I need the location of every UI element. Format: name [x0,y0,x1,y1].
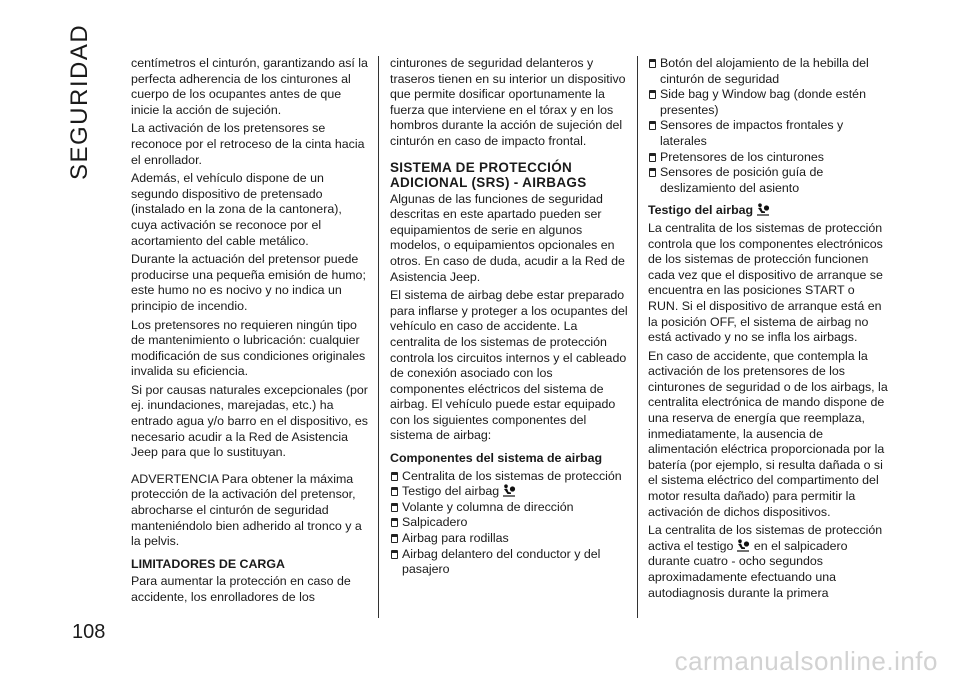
bullet-icon [649,59,656,68]
bullet-icon [391,487,398,496]
paragraph: Si por causas naturales excepcionales (por ej. inundaciones, marejadas, etc.) ha entrado agua y/o barro en el dispositivo, es necesario acudir a la Red de Asistencia Jeep para que lo sustituyan. [131,382,368,460]
section-heading: LIMITADORES DE CARGA [131,556,285,571]
text-column-3 [648,56,888,604]
bullet-icon [649,121,656,130]
watermark: carmanualsonline.info [674,646,938,676]
list-item: Salpicadero [390,515,630,531]
bullet-icon [649,168,656,177]
list-item: Sensores de impactos frontales y laterales [648,118,888,149]
paragraph: Además, el vehículo dispone de un segundo dispositivo de pretensado (instalado en la zona de la cantonera), cuya activación se reconoce por el acortamiento del cable metálico. [131,171,342,248]
text-column-1 [131,56,371,609]
list-item: Volante y columna de dirección [390,500,630,516]
column-divider [637,56,638,618]
list-item: Airbag delantero del conductor y del pasajero [390,547,630,578]
airbag-warning-icon [756,203,770,216]
list-item: Airbag para rodillas [390,531,630,547]
list-item: Centralita de los sistemas de protección [390,469,630,485]
paragraph: Algunas de las funciones de seguridad descritas en este apartado pueden ser equipamientos de serie en algunos modelos, o equipamientos opcionales en otros. En caso de duda, acudir a la Red de Asistencia Jeep. [390,191,625,284]
paragraph: La centralita de los sistemas de protección activa el testigo en el salpicadero durante cuatro - ocho segundos aproximadamente efectuando una autodiagnosis durante la primera [648,523,883,600]
airbag-warning-icon [502,484,516,497]
paragraph: Los pretensores no requieren ningún tipo de mantenimiento o lubricación: cualquier modificación de sus condiciones originales invalida su eficiencia. [131,317,366,379]
bullet-icon [391,518,398,527]
text-column-2 [390,56,630,578]
list-item: Botón del alojamiento de la hebilla del cinturón de seguridad [648,56,888,87]
bullet-icon [391,534,398,543]
airbag-warning-icon [736,539,750,552]
bullet-icon [391,503,398,512]
section-heading: SISTEMA DE PROTECCIÓN ADICIONAL (SRS) - AIRBAGS [390,159,587,190]
paragraph: La centralita de los sistemas de protección controla que los componentes electrónicos de los sistemas de protección funcionen cada vez que el dispositivo de arranque se encuentra en las posiciones START o RUN. Si el dispositivo de arranque está en la posición OFF, el sistema de airbag no está activado y no se infla los airbags. [648,220,883,345]
paragraph: La activación de los pretensores se reconoce por el retroceso de la cinta hacia el enrollador. [131,121,365,167]
column-divider [378,56,379,618]
list-item: Sensores de posición guía de deslizamiento del asiento [648,165,888,196]
paragraph: En caso de accidente, que contempla la activación de los pretensores de los cinturones de seguridad o de los airbags, la centralita electrónica de mando dispone de una reserva de energía que reemplaza, inmediatamente, la ausencia de alimentación eléctrica proporcionada por la batería (por ejemplo, si resulta dañada o si el sistema eléctrico del compartimento del motor resulta dañado) para permitir la activación de dichos dispositivos. [648,348,888,519]
list-item: Pretensores de los cinturones [648,150,888,166]
list-item: Testigo del airbag [390,484,630,500]
subheading: Componentes del sistema de airbag [390,451,603,466]
warning-paragraph: ADVERTENCIA Para obtener la máxima protección de la activación del pretensor, abrocharse el cinturón de seguridad manteniéndolo bien adherido al tronco y a la pelvis. [131,471,362,549]
paragraph: Para aumentar la protección en caso de accidente, los enrolladores de los [131,574,351,604]
paragraph: cinturones de seguridad delanteros y traseros tienen en su interior un dispositivo que permite dosificar oportunamente la fuerza que interviene en el tórax y en los hombros durante la acción de sujeción del cinturón en caso de impacto frontal. [390,56,626,148]
paragraph: centímetros el cinturón, garantizando así la perfecta adherencia de los cinturones al cuerpo de los ocupantes antes de que inicie la acción de sujeción. [131,56,368,117]
section-title: SEGURIDAD [66,23,93,180]
page-number: 108 [72,621,106,643]
bullet-icon [649,153,656,162]
bullet-icon [391,472,398,481]
paragraph: El sistema de airbag debe estar preparado para inflarse y proteger a los ocupantes del vehículo en caso de accidente. La centralita de los sistemas de protección controla los circuitos internos y el cableado de conexión asociado con los componentes eléctricos del sistema de airbag. El vehículo puede estar equipado con los siguientes componentes del sistema de airbag: [390,288,628,443]
bullet-icon [649,90,656,99]
list-item: Side bag y Window bag (donde estén presentes) [648,87,888,118]
bullet-icon [391,550,398,559]
subheading: Testigo del airbag [648,203,888,219]
paragraph: Durante la actuación del pretensor puede producirse una pequeña emisión de humo; este humo no es nocivo y no indica un principio de incendio. [131,252,366,313]
